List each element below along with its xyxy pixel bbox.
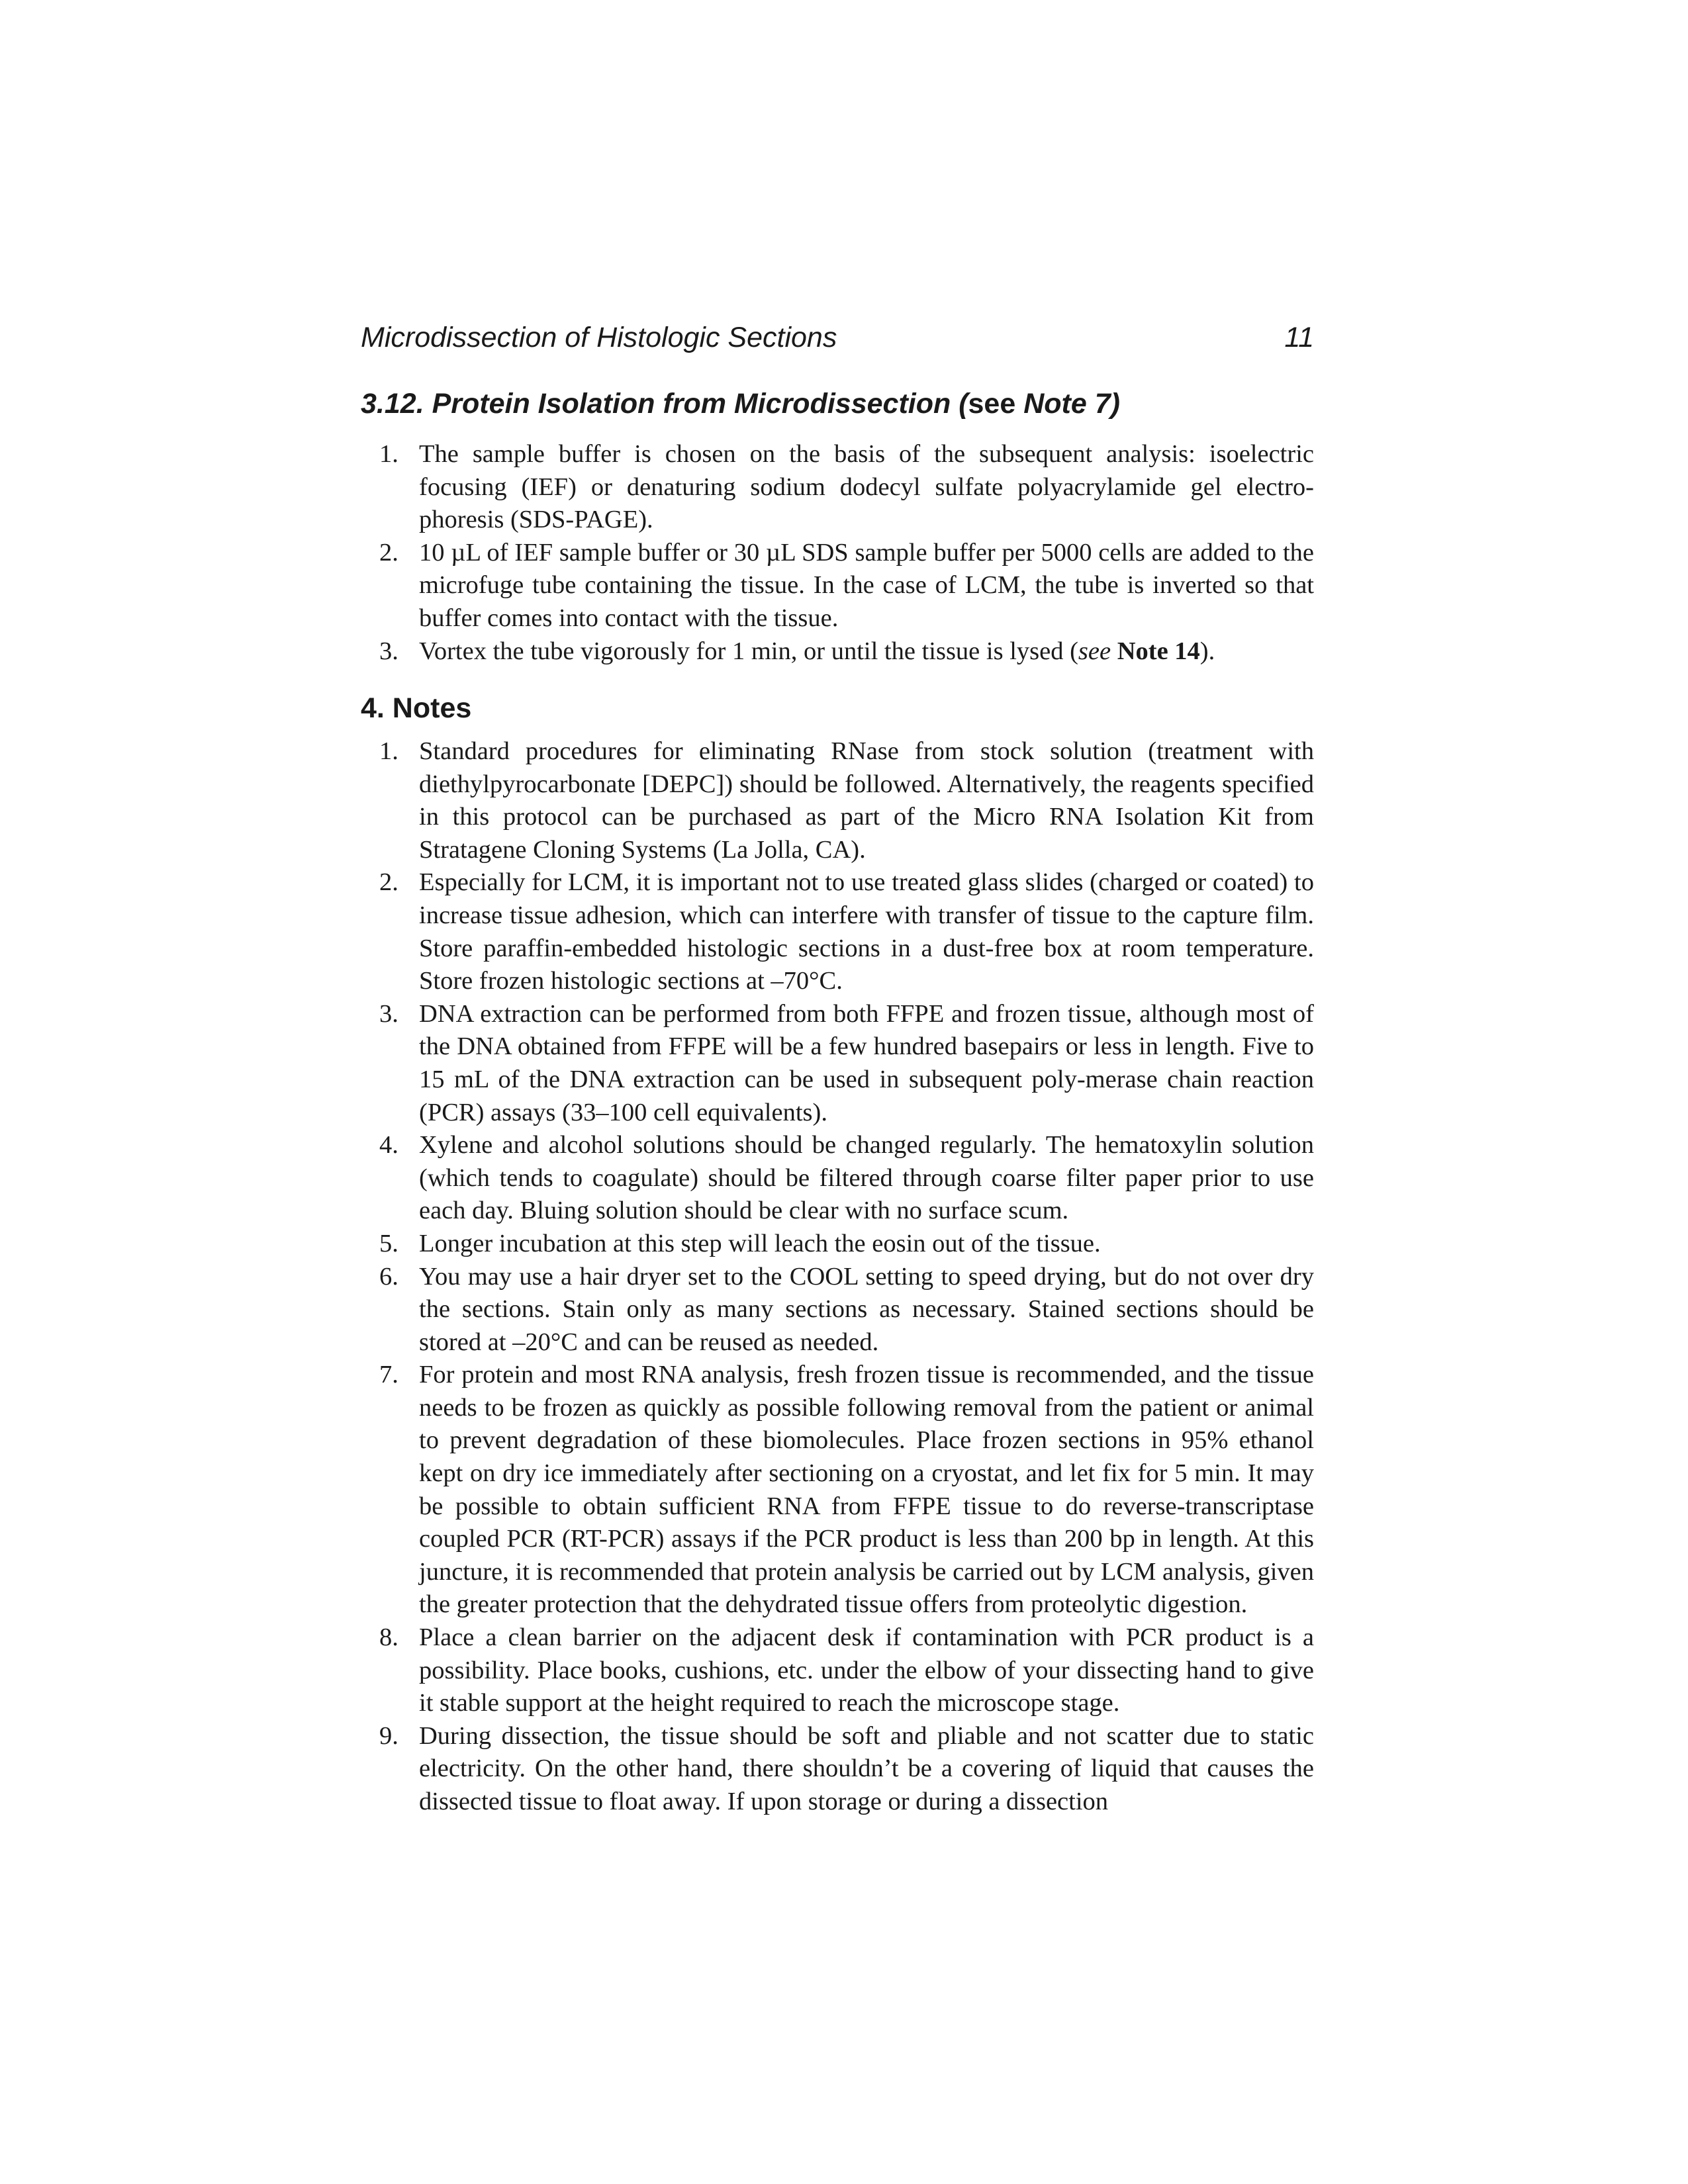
note-number: 5.	[379, 1229, 399, 1257]
section-heading-note-ref: Note 7)	[1015, 388, 1120, 420]
note-number: 1.	[379, 737, 399, 765]
note-text: Longer incubation at this step will leach the eosin out of the tissue.	[419, 1229, 1101, 1257]
step-text-end: ).	[1199, 637, 1215, 665]
note-text: You may use a hair dryer set to the COOL setting to speed drying, but do not over dry the sections. Stain only as many sections as necessary. Stained sections should be stored at –20°C and can be reused as needed.	[419, 1262, 1314, 1356]
note-text: Xylene and alcohol solutions should be changed regularly. The hematoxylin solution (which tends to coagulate) should be filtered through coarse filter paper prior to use each day. Bluing solution should be clear with no surface scum.	[419, 1131, 1314, 1225]
step-number: 2.	[379, 538, 399, 567]
step-text: 10 µL of IEF sample buffer or 30 µL SDS sample buffer per 5000 cells are added to the microfuge tube containing the tissue. In the case of LCM, the tube is inverted so that buffer comes into contact with the tissue.	[419, 538, 1314, 632]
step-number: 3.	[379, 637, 399, 665]
section-heading-see: see	[968, 388, 1016, 420]
note-item	[361, 1129, 1314, 1228]
note-number: 6.	[379, 1262, 399, 1291]
note-text: Place a clean barrier on the adjacent desk if contamination with PCR product is a possibility. Place books, cushions, etc. under the elbow of your dissecting hand to give it stable support at the height required to reach the microscope stage.	[419, 1623, 1314, 1717]
note-item	[361, 866, 1314, 997]
note-item	[361, 1261, 1314, 1359]
step-text: Vortex the tube vigorously for 1 min, or until the tissue is lysed (	[419, 637, 1078, 665]
running-head-title: Microdissection of Histologic Sections	[361, 322, 837, 353]
procedure-step	[361, 537, 1314, 635]
note-item	[361, 998, 1314, 1129]
note-number: 8.	[379, 1623, 399, 1652]
note-text: Standard procedures for eliminating RNase from stock solution (treatment with diethylpyrocarbonate [DEPC]) should be followed. Alternatively, the reagents specified in this protocol can be purchased as part of the Micro RNA Isolation Kit from Stratagene Cloning Systems (La Jolla, CA).	[419, 737, 1314, 864]
notes-list	[361, 735, 1314, 1819]
section-heading	[361, 388, 1314, 420]
note-reference: Note 14	[1111, 637, 1200, 665]
note-number: 4.	[379, 1131, 399, 1160]
see-reference: see	[1078, 637, 1111, 665]
notes-heading: 4. Notes	[361, 692, 472, 724]
note-item	[361, 1228, 1314, 1261]
note-item	[361, 1720, 1314, 1819]
note-text: During dissection, the tissue should be soft and pliable and not scatter due to static electricity. On the other hand, there shouldn’t be a covering of liquid that causes the dissected tissue to float away. If upon storage or during a dissection	[419, 1721, 1314, 1815]
note-text: DNA extraction can be performed from both FFPE and frozen tissue, although most of the DNA obtained from FFPE will be a few hundred basepairs or less in length. Five to 15 mL of the DNA extraction can be used in subsequent poly-merase chain reaction (PCR) assays (33–100 cell equivalents).	[419, 999, 1314, 1126]
note-text: For protein and most RNA analysis, fresh frozen tissue is recommended, and the tissue needs to be frozen as quickly as possible following removal from the patient or animal to prevent degradation of these biomolecules. Place frozen sections in 95% ethanol kept on dry ice immediately after sectioning on a cryostat, and let fix for 5 min. It may be possible to obtain sufficient RNA from FFPE tissue to do reverse-transcriptase coupled PCR (RT-PCR) assays if the PCR product is less than 200 bp in length. At this juncture, it is recommended that protein analysis be carried out by LCM analysis, given the greater protection that the dehydrated tissue offers from proteolytic digestion.	[419, 1361, 1314, 1619]
step-number: 1.	[379, 440, 399, 468]
procedure-step	[361, 438, 1314, 537]
note-number: 3.	[379, 999, 399, 1028]
procedure-list	[361, 438, 1314, 668]
note-number: 7.	[379, 1361, 399, 1389]
note-text: Especially for LCM, it is important not to use treated glass slides (charged or coated) to increase tissue adhesion, which can interfere with transfer of tissue to the capture film. Store paraffin-embedded histologic sections in a dust-free box at room temperature. Store frozen histologic sections at –70°C.	[419, 868, 1314, 995]
running-head	[361, 322, 1314, 361]
note-item	[361, 1359, 1314, 1621]
note-number: 2.	[379, 868, 399, 897]
page-number: 11	[1284, 322, 1314, 353]
step-text: The sample buffer is chosen on the basis of the subsequent analysis: isoelectric focusing (IEF) or denaturing sodium dodecyl sulfate polyacrylamide gel electro-phoresis (SDS-PAGE).	[419, 440, 1314, 534]
procedure-step	[361, 635, 1314, 668]
section-heading-text: 3.12. Protein Isolation from Microdissection (	[361, 388, 968, 420]
note-item	[361, 735, 1314, 866]
note-number: 9.	[379, 1721, 399, 1750]
note-item	[361, 1621, 1314, 1720]
